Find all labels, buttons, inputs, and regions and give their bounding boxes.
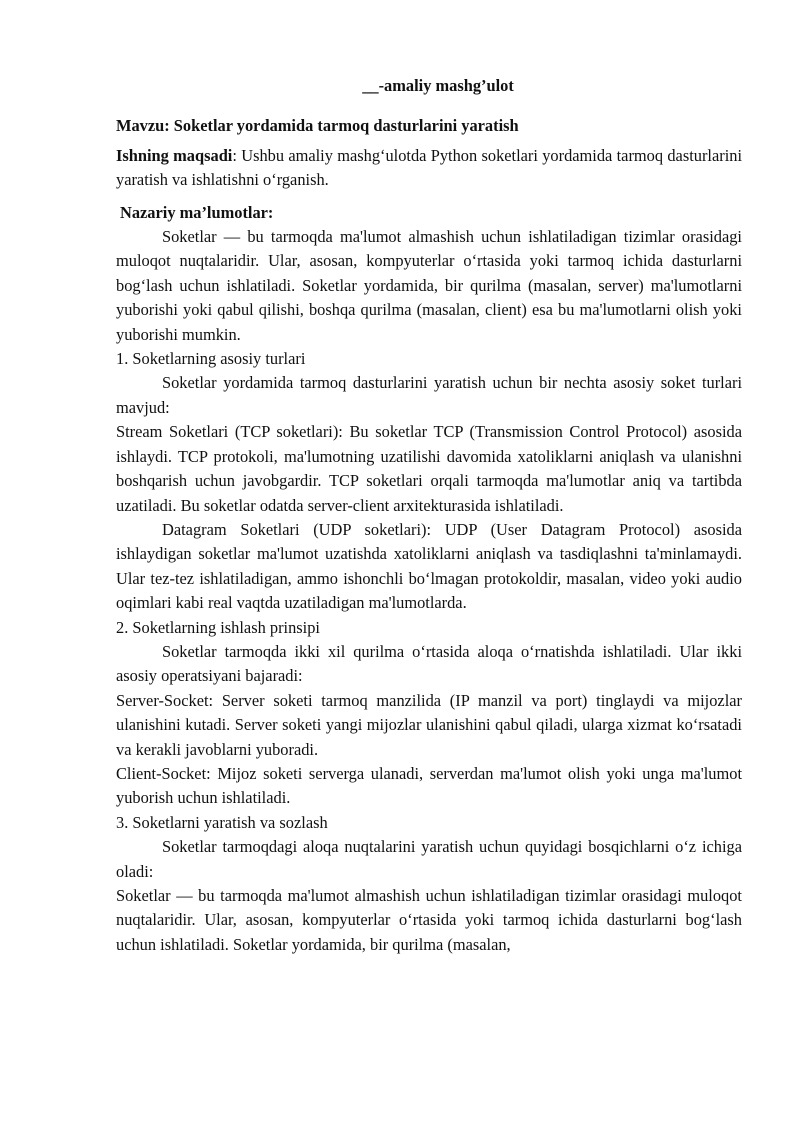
paragraph-socket-types-intro: Soketlar yordamida tarmoq dasturlarini yaratish uchun bir nechta asosiy soket turlari mavjud: (116, 373, 742, 417)
subsection-create-configure: 3. Soketlarni yaratish va sozlash (116, 812, 328, 832)
purpose-paragraph (116, 144, 742, 193)
paragraph-datagram-sockets: Datagram Soketlari (UDP soketlari): UDP (User Datagram Protocol) asosida ishlaydigan soketlar ma'lumot uzatishda xatoliklarni aniqlash va tasdiqlashni ta'minlamaydi. Ular tez-tez ishlatiladigan, ammo ishonchli bo‘lmagan protokoldir, masalan, video yoki audio oqimlari kabi real vaqtda uzatiladigan ma'lumotlarda. (116, 519, 742, 613)
subsection-working-principle: 2. Soketlarning ishlash prinsipi (116, 617, 320, 637)
subsection-socket-types: 1. Soketlarning asosiy turlari (116, 349, 306, 369)
paragraph-sockets-intro: Soketlar — bu tarmoqda ma'lumot almashish uchun ishlatiladigan tizimlar orasidagi muloqot nuqtalaridir. Ular, asosan, kompyuterlar o‘rtasida yoki tarmoq ichida dasturlarni bog‘lash uchun ishlatiladi. Soketlar yordamida, bir qurilma (masalan, server) ma'lumotlarni yuborishi yoki qabul qilishi, boshqa qurilma (masalan, client) esa bu ma'lumotlarni olish yoki yuborishi mumkin. (116, 227, 742, 344)
paragraph-create-intro: Soketlar tarmoqdagi aloqa nuqtalarini yaratish uchun quyidagi bosqichlarni o‘z ichiga oladi: (116, 837, 742, 881)
paragraph-stream-sockets: Stream Soketlari (TCP soketlari): Bu soketlar TCP (Transmission Control Protocol) asosida ishlaydi. TCP protokoli, ma'lumotning uzatilishi davomida xatoliklarni aniqlash va ulanishni boshqarish uchun javobgardir. TCP soketlari orqali tarmoqda ma'lumotlar aniq va tartibda uzatiladi. Bu soketlar odatda server-client arxitekturasida ishlatiladi. (116, 422, 742, 515)
theory-heading: Nazariy ma’lumotlar: (120, 202, 274, 222)
purpose-text: : Ushbu amaliy mashg‘ulotda Python soketlari yordamida tarmoq dasturlarini yaratish va ishlatishni o‘rganish. (116, 145, 742, 190)
paragraph-client-socket: Client-Socket: Mijoz soketi serverga ulanadi, serverdan ma'lumot olish yoki unga ma'lumot yuborish uchun ishlatiladi. (116, 763, 742, 808)
document-page (116, 74, 742, 957)
paragraph-server-socket: Server-Socket: Server soketi tarmoq manzilida (IP manzil va port) tinglaydi va mijozlar ulanishini kutadi. Server soketi yangi mijozlar ulanishini qabul qiladi, ularga xizmat ko‘rsatadi va kerakli javoblarni yuboradi. (116, 690, 742, 759)
purpose-label: Ishning maqsadi (116, 145, 233, 165)
lesson-heading: __-amaliy mashg’ulot (362, 76, 514, 95)
paragraph-principle-intro: Soketlar tarmoqda ikki xil qurilma o‘rtasida aloqa o‘rnatishda ishlatiladi. Ular ikki asosiy operatsiyani bajaradi: (116, 641, 742, 686)
paragraph-sockets-repeat: Soketlar — bu tarmoqda ma'lumot almashish uchun ishlatiladigan tizimlar orasidagi muloqot nuqtalaridir. Ular, asosan, kompyuterlar o‘rtasida yoki tarmoq ichida dasturlarni bog‘lash uchun ishlatiladi. Soketlar yordamida, bir qurilma (masalan, (116, 886, 742, 954)
topic-title: Mavzu: Soketlar yordamida tarmoq dasturlarini yaratish (116, 116, 519, 136)
